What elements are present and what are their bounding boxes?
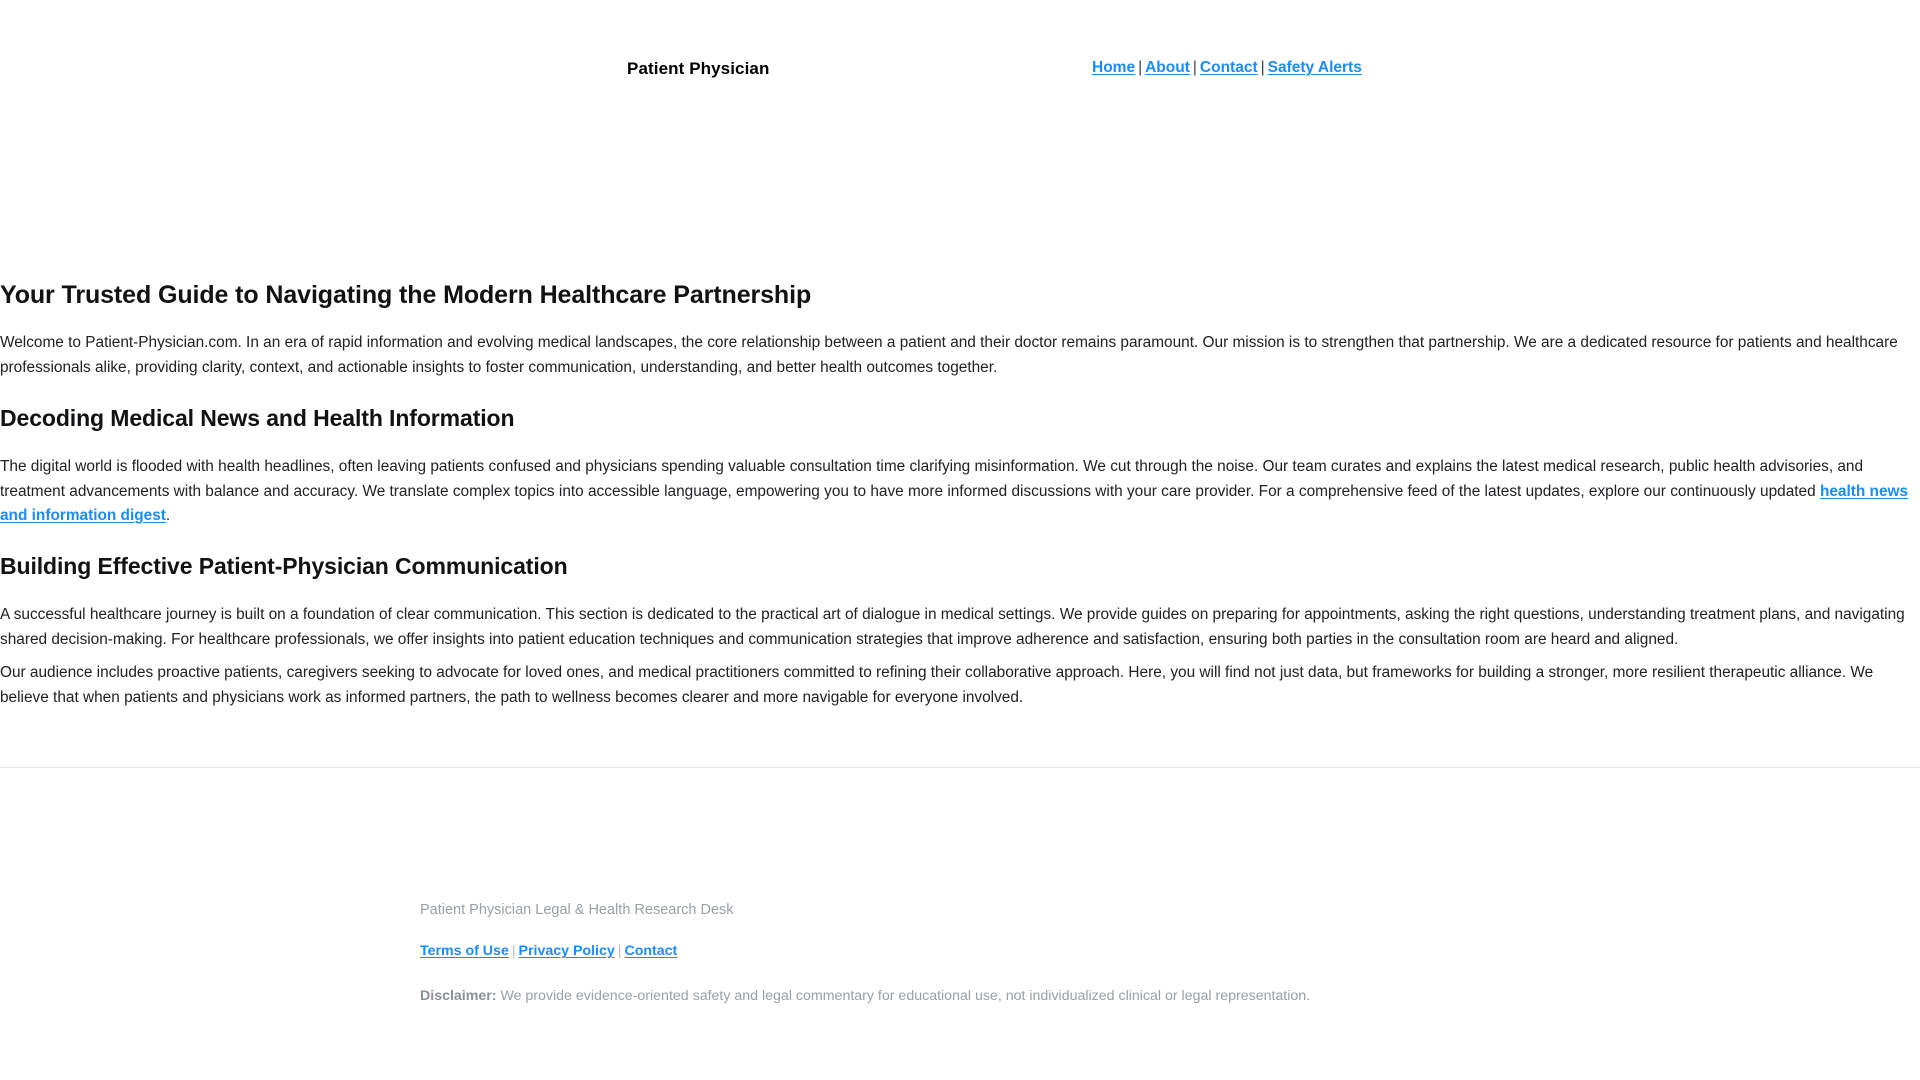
nav-link-safety-alerts[interactable]: Safety Alerts [1267, 59, 1362, 76]
intro-paragraph: Welcome to Patient-Physician.com. In an era of rapid information and evolving medical landscapes, the core relationship between a patient and their doctor remains paramount. Our mission is to strengthen that partnership. We are a dedicated resource for patients and healthcare professionals alike, providing clarity, context, and actionable insights to foster communication, understanding, and better health outcomes together. [0, 334, 1898, 376]
section-1-text-after-link: . [165, 507, 171, 524]
site-footer [420, 900, 1520, 1007]
section-2-paragraph-2: Our audience includes proactive patients, caregivers seeking to advocate for loved ones, and medical practitioners committed to refining their collaborative approach. Here, you will find not just data, but frameworks for building a stronger, more resilient therapeutic alliance. We believe that when patients and physicians work as informed partners, the path to wellness becomes clearer and more navigable for everyone involved. [0, 664, 1874, 706]
section-heading-building-communication: Building Effective Patient-Physician Communication [0, 553, 568, 579]
footer-disclaimer [420, 986, 1520, 1007]
site-header [0, 0, 1920, 142]
nav-link-about[interactable]: About [1145, 59, 1190, 76]
main-navigation [1092, 60, 1362, 76]
footer-disclaimer-text: We provide evidence-oriented safety and legal commentary for educational use, not individualized clinical or legal representation. [496, 988, 1311, 1005]
footer-link-privacy-policy[interactable]: Privacy Policy [518, 943, 615, 960]
footer-link-terms-of-use[interactable]: Terms of Use [420, 943, 509, 960]
inline-link-health-news-digest[interactable]: health news and information digest [0, 482, 1909, 524]
footer-link-contact[interactable]: Contact [624, 943, 678, 960]
section-1-text-before-link: The digital world is flooded with health headlines, often leaving patients confused and physicians spending valuable consultation time clarifying misinformation. We cut through the noise. Our team curates and explains the latest medical research, public health advisories, and treatment advancements with balance and accuracy. We translate complex topics into accessible language, empowering you to have more informed discussions with your care provider. For a comprehensive feed of the latest updates, explore our continuously updated [0, 458, 1864, 500]
nav-link-home[interactable]: Home [1092, 59, 1136, 76]
footer-separator: | [511, 943, 516, 960]
nav-separator: | [1138, 59, 1143, 76]
section-heading-decoding-medical-news: Decoding Medical News and Health Information [0, 405, 515, 431]
nav-separator: | [1192, 59, 1197, 76]
footer-organization-line: Patient Physician Legal & Health Research Desk [420, 902, 734, 918]
nav-separator: | [1260, 59, 1265, 76]
section-1-paragraph [0, 455, 1920, 529]
section-2-paragraph-1: A successful healthcare journey is built on a foundation of clear communication. This section is dedicated to the practical art of dialogue in medical settings. We provide guides on preparing for appointments, asking the right questions, understanding treatment plans, and navigating shared decision-making. For healthcare professionals, we offer insights into patient education techniques and communication strategies that improve adherence and satisfaction, ensuring both parties in the consultation room are heard and aligned. [0, 606, 1905, 648]
footer-disclaimer-label: Disclaimer: [420, 988, 497, 1005]
site-brand-title: Patient Physician [627, 59, 770, 78]
footer-separator: | [617, 943, 622, 960]
page-title: Your Trusted Guide to Navigating the Modern Healthcare Partnership [0, 281, 812, 309]
nav-link-contact[interactable]: Contact [1199, 59, 1258, 76]
footer-divider [0, 767, 1920, 768]
footer-links [420, 942, 1520, 962]
